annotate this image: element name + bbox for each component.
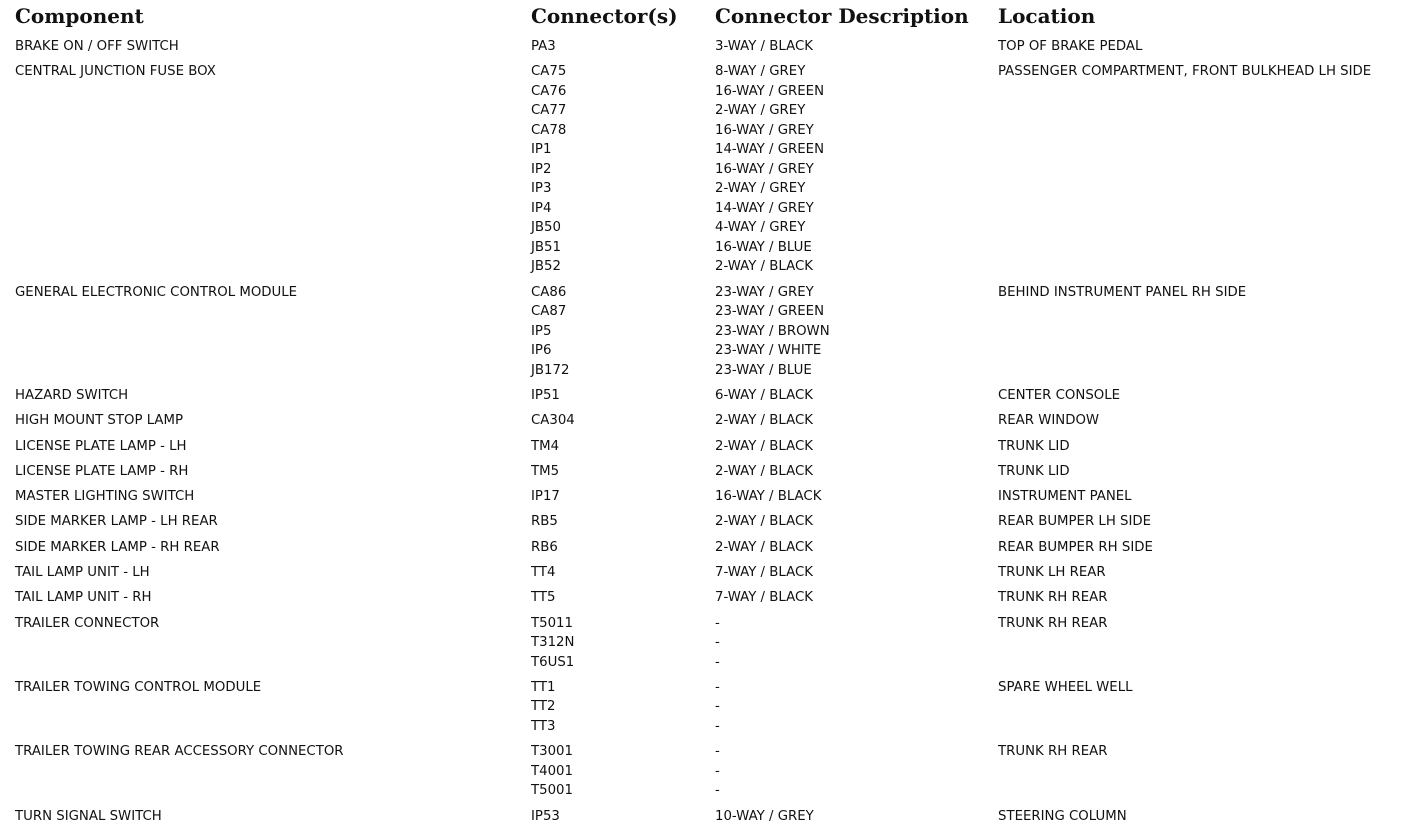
connector-description: 2-WAY / BLACK [715, 539, 813, 555]
connector-description-list [715, 462, 813, 482]
connector-id: T3001 [531, 744, 573, 760]
connector-description-list [715, 437, 813, 457]
connector-description: 4-WAY / GREY [715, 220, 806, 236]
connector-description: - [715, 783, 720, 799]
connector-description: 14-WAY / GREEN [715, 142, 825, 158]
connector-description: 8-WAY / GREY [715, 64, 806, 80]
connector-list [531, 437, 559, 457]
connector-id: RB5 [531, 514, 558, 530]
connector-list [531, 588, 555, 608]
connector-description: 2-WAY / GREY [715, 181, 806, 197]
connector-description-list [715, 386, 813, 406]
connector-list [531, 37, 556, 57]
connector-id: CA304 [531, 413, 575, 429]
connector-id: IP4 [531, 200, 552, 216]
connector-description: 23-WAY / BROWN [715, 323, 830, 339]
component-name: TRAILER TOWING CONTROL MODULE [15, 679, 262, 695]
component-location: STEERING COLUMN [998, 808, 1127, 824]
connector-id: RB6 [531, 539, 558, 555]
component-name: HIGH MOUNT STOP LAMP [15, 413, 183, 429]
connector-list [531, 487, 560, 507]
connector-list [531, 807, 560, 827]
component-name: TURN SIGNAL SWITCH [15, 808, 162, 824]
component-location: PASSENGER COMPARTMENT, FRONT BULKHEAD LH SIDE [998, 64, 1372, 80]
connector-id: PA3 [531, 39, 556, 54]
component-name: GENERAL ELECTRONIC CONTROL MODULE [15, 284, 298, 300]
connector-description: 7-WAY / BLACK [715, 565, 813, 580]
component-name: TRAILER CONNECTOR [15, 615, 160, 631]
connector-description-list [715, 512, 813, 532]
connector-description-list [715, 614, 720, 673]
component-location: BEHIND INSTRUMENT PANEL RH SIDE [998, 284, 1247, 300]
connector-id: IP5 [531, 323, 552, 339]
connector-description-list [715, 807, 814, 827]
connector-list [531, 742, 573, 801]
connector-description: - [715, 679, 720, 695]
connector-description: 23-WAY / GREY [715, 284, 814, 300]
connector-id: T5001 [531, 783, 573, 799]
component-name: LICENSE PLATE LAMP - LH [15, 438, 187, 454]
connector-id: JB51 [531, 239, 561, 255]
connector-list [531, 563, 555, 583]
connector-description: 16-WAY / GREY [715, 161, 814, 177]
connector-list [531, 512, 558, 532]
connector-description-list [715, 62, 824, 277]
component-location: TRUNK RH REAR [998, 744, 1108, 760]
connector-id: IP51 [531, 387, 560, 403]
component-location: TRUNK RH REAR [998, 615, 1108, 631]
connector-id: TT1 [531, 679, 556, 695]
component-name: HAZARD SWITCH [15, 387, 129, 403]
connector-id: JB50 [531, 220, 561, 236]
component-name: TRAILER TOWING REAR ACCESSORY CONNECTOR [15, 744, 344, 760]
connector-description: 16-WAY / BLUE [715, 239, 812, 255]
connector-description: - [715, 635, 720, 651]
component-location: TOP OF BRAKE PEDAL [998, 39, 1143, 54]
connector-list [531, 283, 569, 381]
connector-description-list [715, 37, 813, 57]
connector-description: - [715, 699, 720, 715]
connector-description: 2-WAY / GREY [715, 103, 806, 119]
connector-description: - [715, 763, 720, 779]
component-name: LICENSE PLATE LAMP - RH [15, 463, 189, 479]
connector-description: 2-WAY / BLACK [715, 514, 813, 530]
component-name: BRAKE ON / OFF SWITCH [15, 39, 179, 54]
connector-list [531, 462, 559, 482]
connector-description: 10-WAY / GREY [715, 808, 814, 824]
component-location: TRUNK RH REAR [998, 590, 1108, 606]
connector-list [531, 678, 555, 737]
connector-id: TT2 [531, 699, 556, 715]
connector-description-list [715, 283, 830, 381]
component-location: REAR WINDOW [998, 413, 1100, 429]
component-name: TAIL LAMP UNIT - RH [15, 590, 152, 606]
header-connectors: Connector(s) [531, 4, 678, 28]
connector-description: 16-WAY / GREY [715, 122, 814, 138]
connector-list [531, 62, 566, 277]
connector-description-list [715, 742, 720, 801]
connector-id: T4001 [531, 763, 573, 779]
connector-id: CA76 [531, 83, 567, 99]
connector-id: IP2 [531, 161, 552, 177]
component-location: TRUNK LH REAR [998, 565, 1106, 580]
component-name: CENTRAL JUNCTION FUSE BOX [15, 64, 216, 80]
connector-description: 7-WAY / BLACK [715, 590, 813, 606]
component-location: CENTER CONSOLE [998, 387, 1121, 403]
connector-id: IP1 [531, 142, 552, 158]
connector-id: CA86 [531, 284, 567, 300]
connector-description-list [715, 411, 813, 431]
connector-description: 3-WAY / BLACK [715, 39, 813, 54]
header-connector-description: Connector Description [715, 4, 969, 28]
connector-description-list [715, 588, 813, 608]
connector-id: TM5 [531, 463, 560, 479]
component-location: INSTRUMENT PANEL [998, 489, 1132, 505]
connector-description: 14-WAY / GREY [715, 200, 814, 216]
connector-list [531, 614, 574, 673]
component-location: TRUNK LID [998, 463, 1070, 479]
connector-id: T312N [531, 635, 575, 651]
connector-id: TT4 [531, 565, 556, 580]
connector-description: 23-WAY / BLUE [715, 362, 812, 378]
connector-id: CA78 [531, 122, 567, 138]
component-name: MASTER LIGHTING SWITCH [15, 489, 195, 505]
connector-description-list [715, 678, 720, 737]
connector-list [531, 386, 560, 406]
connector-description: - [715, 654, 720, 670]
connector-description-list [715, 563, 813, 583]
component-location: SPARE WHEEL WELL [998, 679, 1133, 695]
component-location: REAR BUMPER RH SIDE [998, 539, 1153, 555]
connector-id: TM4 [531, 438, 560, 454]
connector-list [531, 411, 575, 431]
connector-list [531, 538, 558, 558]
component-name: SIDE MARKER LAMP - RH REAR [15, 539, 220, 555]
connector-description: - [715, 718, 720, 734]
connector-id: IP53 [531, 808, 560, 824]
connector-id: T6US1 [531, 654, 575, 670]
connector-description: 16-WAY / BLACK [715, 489, 822, 505]
connector-id: IP3 [531, 181, 552, 197]
header-location: Location [998, 4, 1096, 28]
header-component: Component [15, 4, 144, 28]
connector-id: TT3 [531, 718, 556, 734]
component-name: SIDE MARKER LAMP - LH REAR [15, 514, 218, 530]
connector-description: 2-WAY / BLACK [715, 259, 813, 275]
connector-description: 2-WAY / BLACK [715, 413, 813, 429]
connector-description: 2-WAY / BLACK [715, 438, 813, 454]
connector-id: CA87 [531, 304, 567, 320]
connector-description: 2-WAY / BLACK [715, 463, 813, 479]
connector-description: - [715, 744, 720, 760]
connector-id: CA75 [531, 64, 567, 80]
connector-id: CA77 [531, 103, 567, 119]
connector-id: JB52 [531, 259, 561, 275]
component-name: TAIL LAMP UNIT - LH [15, 565, 150, 580]
connector-description: 23-WAY / WHITE [715, 343, 822, 359]
connector-id: T5011 [531, 615, 573, 631]
connector-description-list [715, 538, 813, 558]
connector-id: JB172 [531, 362, 570, 378]
connector-id: IP17 [531, 489, 560, 505]
connector-id: IP6 [531, 343, 552, 359]
component-location: TRUNK LID [998, 438, 1070, 454]
connector-description: 16-WAY / GREEN [715, 83, 825, 99]
connector-description: 6-WAY / BLACK [715, 387, 813, 403]
connector-description-list [715, 487, 821, 507]
component-location: REAR BUMPER LH SIDE [998, 514, 1152, 530]
connector-description: - [715, 615, 720, 631]
connector-id: TT5 [531, 590, 556, 606]
connector-description: 23-WAY / GREEN [715, 304, 825, 320]
